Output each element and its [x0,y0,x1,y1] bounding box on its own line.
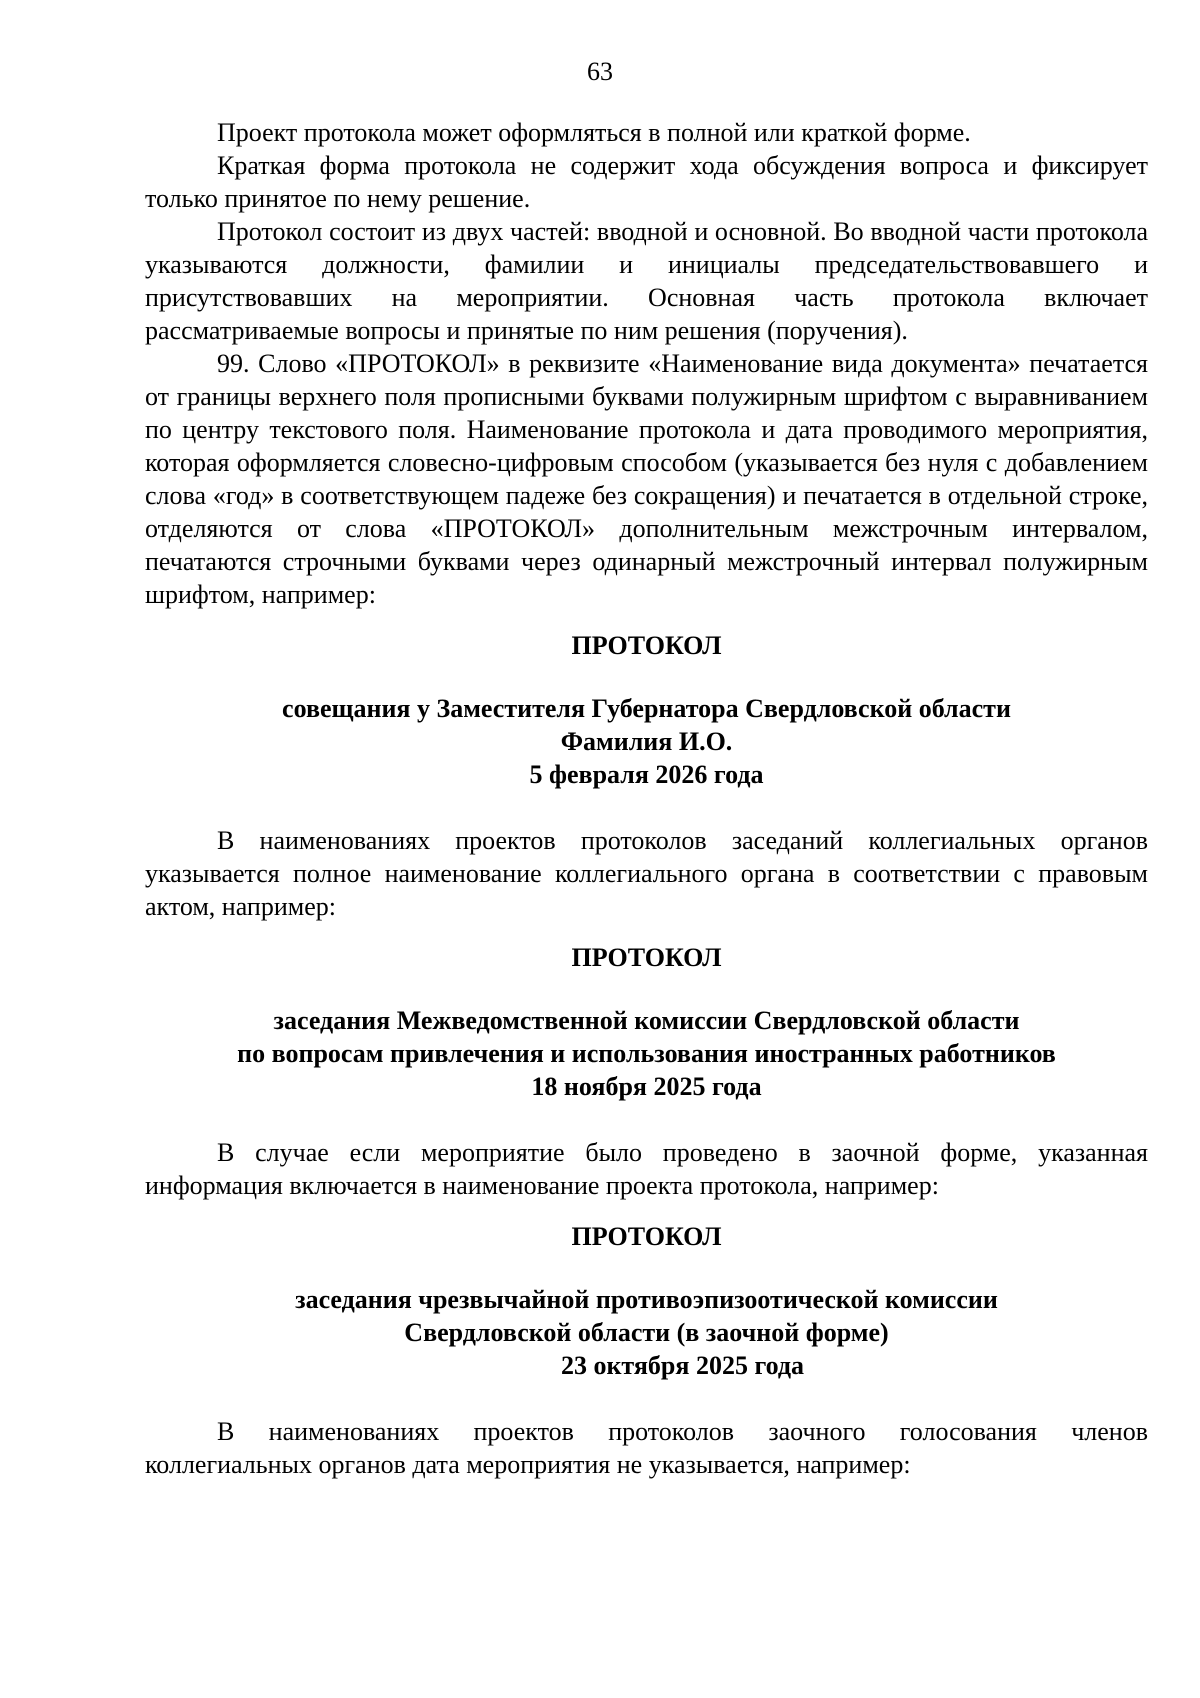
page-number: 63 [587,57,613,86]
example-2-line-2: по вопросам привлечения и использования иностранных работников [237,1039,1056,1068]
example-1-heading [145,692,1148,791]
example-3-heading [145,1283,1148,1382]
paragraph-protocol-parts: Протокол состоит из двух частей: вводной и основной. Во вводной части протокола указываются должности, фамилии и инициалы председательствовавшего и присутствовавших на мероприятии. Основная часть протокола включает рассматриваемые вопросы и принятые по ним решения (поручения). [145,217,1148,345]
example-3-line-2: Свердловской области (в заочной форме) [404,1318,889,1347]
example-1-line-2: Фамилия И.О. [560,727,733,756]
example-2-line-1: заседания Межведомственной комиссии Свердловской области [273,1006,1020,1035]
example-1-title: ПРОТОКОЛ [571,631,722,660]
example-2-title: ПРОТОКОЛ [571,943,722,972]
paragraph-protocol-form: Проект протокола может оформляться в полной или краткой форме. [217,118,971,147]
paragraph-absentee-voting: В наименованиях проектов протоколов заочного голосования членов коллегиальных органов дата мероприятия не указывается, например: [145,1417,1148,1479]
example-2-heading [145,1004,1148,1103]
paragraph-short-form: Краткая форма протокола не содержит хода обсуждения вопроса и фиксирует только принятое по нему решение. [145,151,1148,213]
paragraph-absentee-form: В случае если мероприятие было проведено в заочной форме, указанная информация включается в наименование проекта протокола, например: [145,1138,1148,1200]
example-3-line-3: 23 октября 2025 года [560,1351,805,1380]
example-3-title: ПРОТОКОЛ [571,1222,722,1251]
example-3-line-1: заседания чрезвычайной противоэпизоотической комиссии [295,1285,998,1314]
example-1-line-1: совещания у Заместителя Губернатора Свердловской области [282,694,1011,723]
example-2-line-3: 18 ноября 2025 года [531,1072,762,1101]
document-body [145,116,1148,1481]
paragraph-collegial-bodies: В наименованиях проектов протоколов заседаний коллегиальных органов указывается полное наименование коллегиального органа в соответствии с правовым актом, например: [145,826,1148,921]
paragraph-item-99: 99. Слово «ПРОТОКОЛ» в реквизите «Наименование вида документа» печатается от границы верхнего поля прописными буквами полужирным шрифтом с выравниванием по центру текстового поля. Наименование протокола и дата проводимого мероприятия, которая оформляется словесно-цифровым способом (указывается без нуля с добавлением слова «год» в соответствующем падеже без сокращения) и печатается в отдельной строке, отделяются от слова «ПРОТОКОЛ» дополнительным межстрочным интервалом, печатаются строчными буквами через одинарный межстрочный интервал полужирным шрифтом, например: [145,349,1148,609]
example-1-line-3: 5 февраля 2026 года [529,760,764,789]
